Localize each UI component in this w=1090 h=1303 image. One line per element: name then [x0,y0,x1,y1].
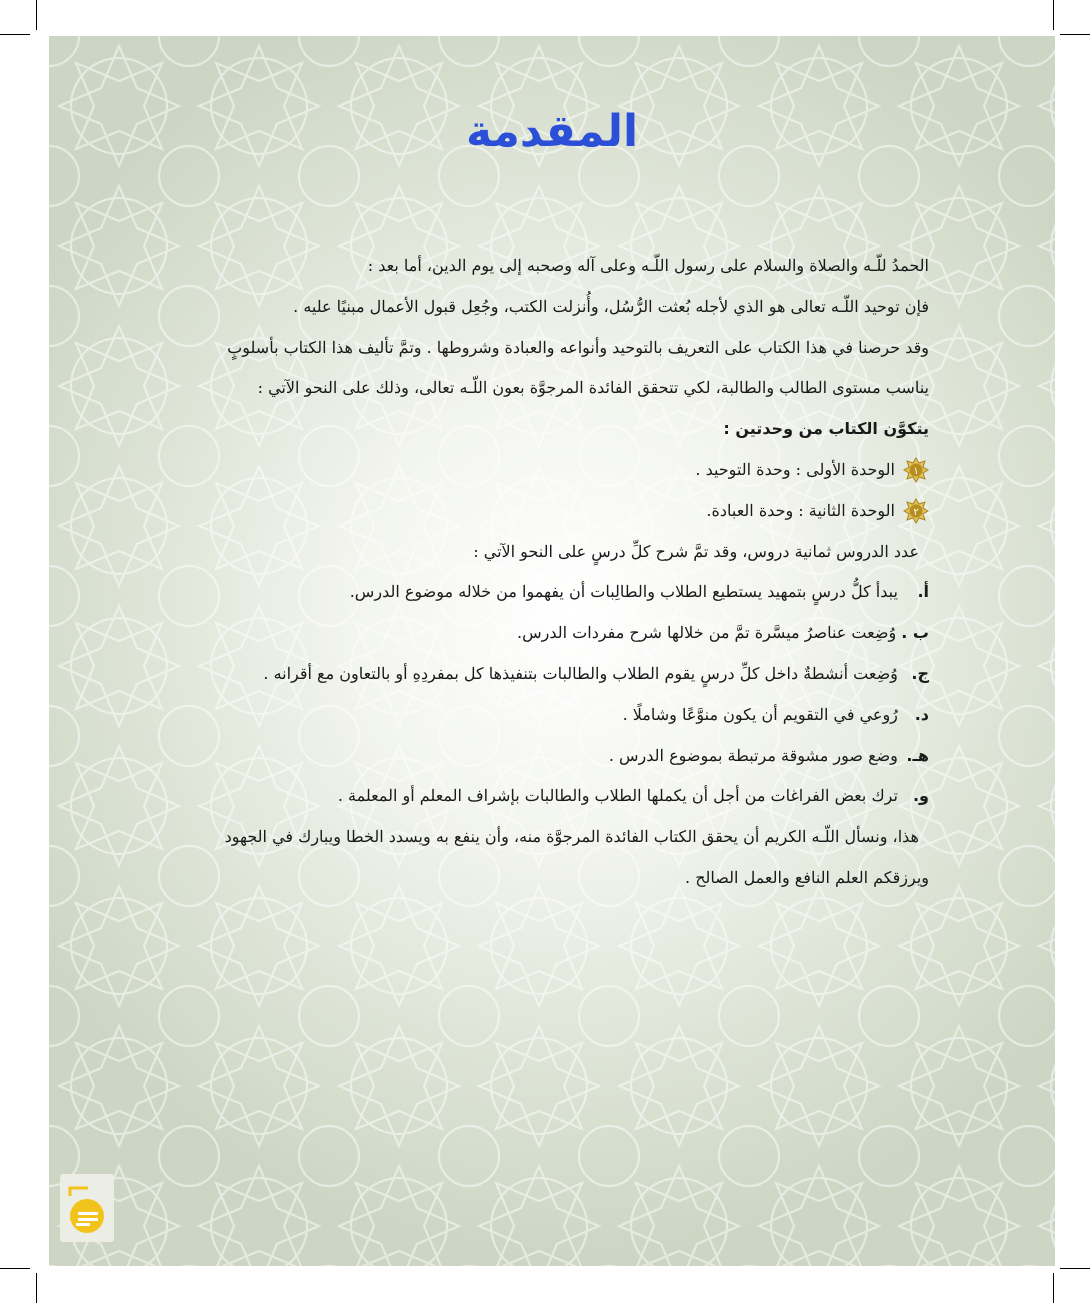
item-label: أ. [917,582,929,602]
item-label: ج. [911,663,929,683]
unit-item [139,450,929,491]
unit-item [139,491,929,532]
item-text: يبدأ كلُّ درسٍ بتمهيد يستطيع الطلاب والطالِبات أن يفهموا من خلاله موضوع الدرس. [349,582,898,602]
star-badge-icon [903,498,929,524]
logo-icon [60,1174,114,1242]
unit-text: الوحدة الأولى : وحدة التوحيد . [695,459,895,479]
item-text: وضع صور مشوقة مرتبطة بموضوع الدرس . [608,745,898,765]
item-text: رُوعي في التقويم أن يكون منوَّعًا وشاملًا . [622,704,898,724]
crop-mark [0,34,30,35]
crop-mark [1053,1273,1054,1303]
book-page [49,36,1055,1266]
item-label: د. [914,704,929,724]
item-text: وُضِعت أنشطةٌ داخل كلِّ درسٍ يقوم الطلاب والطالبات بتنفيذها كل بمفردِهِ أو بالتعاون مع أقرانه . [263,663,898,683]
paragraph-line: الحمدُ للّـه والصلاة والسلام على رسول اللّـه وعلى آله وصحبه إلى يوم الدين، أما بعد : [367,256,929,275]
list-item [139,654,929,695]
crop-mark [1060,34,1090,35]
lessons-intro: عدد الدروس ثمانية دروس، وقد تمَّ شرح كلِّ درسٍ على النحو الآتي : [473,541,919,561]
units-heading: يتكوَّن الكتاب من وحدتين : [723,419,929,439]
item-label: ب . [901,623,929,643]
badge-number: ٢ [913,507,919,519]
paragraph-line: يناسب مستوى الطالب والطالبة، لكي تتحقق الفائدة المرجوَّة بعون اللّـه تعالى، وذلك على النحو الآتي : [257,378,929,398]
item-text: وُضِعت عناصرُ ميسَّرة تمَّ من خلالها شرح مفردات الدرس. [517,623,897,643]
item-label: هـ. [906,745,929,765]
closing-line: ويرزقكم العلم النافع والعمل الصالح . [685,867,929,887]
star-badge-icon [903,457,929,483]
crop-mark [1053,0,1054,30]
closing-line: هذا، ونسأل اللّـه الكريم أن يحقق الكتاب الفائدة المرجوَّة منه، وأن ينفع به ويسدد الخطا ويبارك في الجهود [224,827,919,847]
paragraph-line: فإن توحيد اللّـه تعالى هو الذي لأجله بُعثت الرُّسُل، وأُنزلت الكتب، وجُعِل قبول الأعمال مبنيًا عليه . [293,296,929,316]
list-item [139,776,929,817]
crop-mark [36,0,37,30]
badge-number: ١ [913,466,919,478]
crop-mark [1060,1268,1090,1269]
list-item [139,736,929,777]
list-item [139,613,929,654]
introduction-body [139,246,929,899]
paragraph-line: وقد حرصنا في هذا الكتاب على التعريف بالتوحيد وأنواعه والعبادة وشروطها . وتمَّ تأليف هذا الكتاب بأسلوبٍ [227,337,929,357]
crop-mark [36,1273,37,1303]
item-label: و. [912,786,929,806]
publisher-logo [60,1174,114,1242]
unit-text: الوحدة الثانية : وحدة العبادة. [706,500,895,520]
list-item [139,572,929,613]
page-title: المقدمة [465,106,639,157]
crop-mark [0,1268,30,1269]
item-text: ترك بعض الفراغات من أجل أن يكملها الطلاب والطالبات بإشراف المعلم أو المعلمة . [337,786,898,806]
list-item [139,695,929,736]
